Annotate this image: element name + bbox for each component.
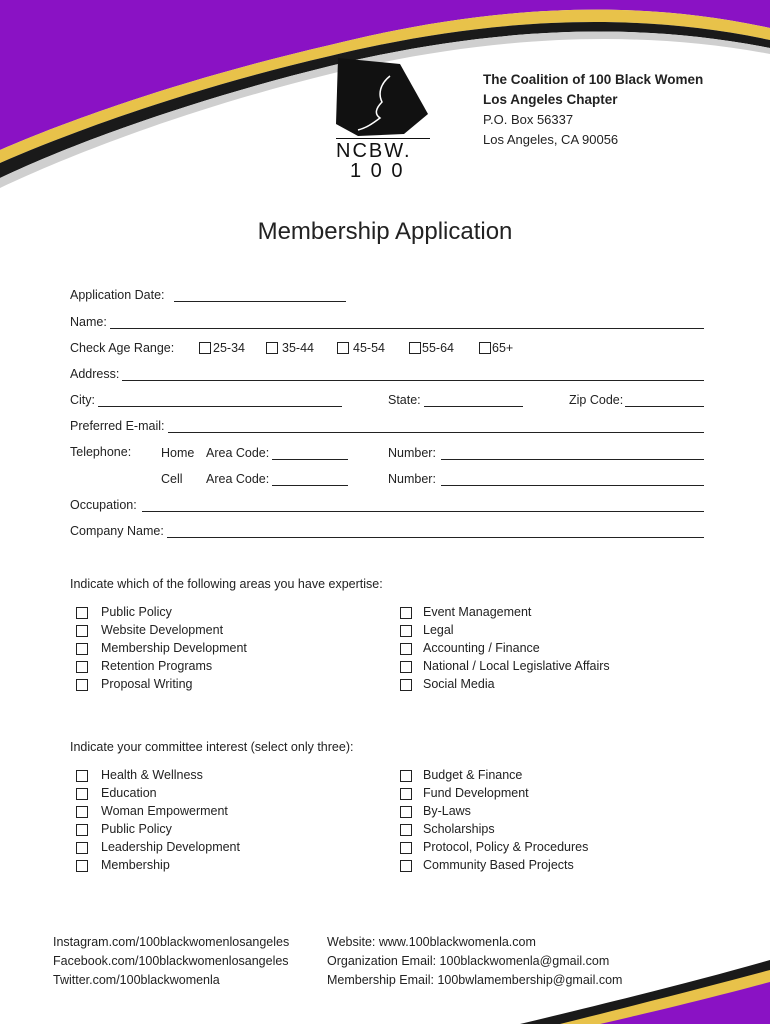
committee-item: Protocol, Policy & Procedures [423, 840, 589, 854]
zip-field[interactable] [625, 406, 704, 407]
cell-area-code-field[interactable] [272, 485, 348, 486]
expertise-item: Retention Programs [101, 659, 213, 673]
organization-email[interactable]: Organization Email: 100blackwomenla@gmail.com [327, 954, 610, 968]
occupation-label: Occupation: [70, 498, 137, 512]
committee-checkbox[interactable] [400, 842, 412, 854]
membership-email[interactable]: Membership Email: 100bwlamembership@gmail.com [327, 973, 623, 987]
committee-item: Health & Wellness [101, 768, 203, 782]
city-line: Los Angeles, CA 90056 [483, 132, 619, 147]
age-range-label: Check Age Range: [70, 341, 175, 355]
home-area-code-label: Area Code: [206, 446, 270, 460]
expertise-checkbox[interactable] [400, 625, 412, 637]
expertise-item: Membership Development [101, 641, 247, 655]
name-field[interactable] [110, 328, 704, 329]
age-checkbox-25-34[interactable] [199, 342, 211, 354]
org-address-block [483, 70, 703, 150]
expertise-item: National / Local Legislative Affairs [423, 659, 610, 673]
expertise-checkbox[interactable] [400, 643, 412, 655]
expertise-item: Proposal Writing [101, 677, 193, 691]
state-label: State: [388, 393, 421, 407]
expertise-checkbox[interactable] [76, 607, 88, 619]
email-label: Preferred E-mail: [70, 419, 165, 433]
age-checkbox-35-44[interactable] [266, 342, 278, 354]
committee-item: Education [101, 786, 157, 800]
committee-checkbox[interactable] [76, 842, 88, 854]
committee-checkbox[interactable] [76, 824, 88, 836]
po-box: P.O. Box 56337 [483, 112, 574, 127]
expertise-item: Website Development [101, 623, 224, 637]
city-field[interactable] [98, 406, 342, 407]
expertise-prompt: Indicate which of the following areas you have expertise: [70, 577, 383, 591]
expertise-checkbox[interactable] [76, 679, 88, 691]
committee-item: Fund Development [423, 786, 529, 800]
committee-checkbox[interactable] [400, 824, 412, 836]
expertise-checkbox[interactable] [76, 661, 88, 673]
committee-item: Scholarships [423, 822, 495, 836]
website-link[interactable]: Website: www.100blackwomenla.com [327, 935, 536, 949]
committee-checkbox[interactable] [76, 788, 88, 800]
logo-text-top: NCBW. [336, 140, 412, 162]
age-checkbox-55-64[interactable] [409, 342, 421, 354]
expertise-checkbox[interactable] [400, 607, 412, 619]
application-date-field[interactable] [174, 301, 346, 302]
committee-item: Budget & Finance [423, 768, 523, 782]
committee-checkbox[interactable] [400, 788, 412, 800]
age-option-label: 45-54 [353, 341, 385, 355]
committee-prompt: Indicate your committee interest (select only three): [70, 740, 354, 754]
age-option-label: 65+ [492, 341, 514, 355]
logo-text-bottom: 1 0 0 [350, 160, 405, 182]
committee-item: Leadership Development [101, 840, 240, 854]
home-number-field[interactable] [441, 459, 704, 460]
footer-social-links [53, 933, 289, 990]
chapter-name: Los Angeles Chapter [483, 92, 618, 107]
instagram-link[interactable]: Instagram.com/100blackwomenlosangeles [53, 935, 290, 949]
logo-profile-icon [328, 54, 434, 144]
committee-checkbox[interactable] [76, 860, 88, 872]
expertise-checkbox[interactable] [400, 679, 412, 691]
address-field[interactable] [122, 380, 704, 381]
name-label: Name: [70, 315, 107, 329]
committee-checkbox[interactable] [400, 770, 412, 782]
committee-checkbox[interactable] [76, 806, 88, 818]
home-number-label: Number: [388, 446, 436, 460]
home-label: Home [161, 446, 195, 460]
expertise-checkbox[interactable] [400, 661, 412, 673]
state-field[interactable] [424, 406, 523, 407]
age-checkbox-65-plus[interactable] [479, 342, 491, 354]
committee-item: Public Policy [101, 822, 172, 836]
committee-item: Community Based Projects [423, 858, 574, 872]
age-checkbox-45-54[interactable] [337, 342, 349, 354]
company-label: Company Name: [70, 524, 164, 538]
cell-number-label: Number: [388, 472, 436, 486]
expertise-item: Public Policy [101, 605, 172, 619]
company-field[interactable] [167, 537, 704, 538]
committee-item: Woman Empowerment [101, 804, 228, 818]
cell-number-field[interactable] [441, 485, 704, 486]
expertise-checkbox[interactable] [76, 625, 88, 637]
committee-checkbox[interactable] [400, 806, 412, 818]
age-option-label: 35-44 [282, 341, 314, 355]
occupation-field[interactable] [142, 511, 704, 512]
expertise-item: Event Management [423, 605, 532, 619]
org-name: The Coalition of 100 Black Women [483, 72, 704, 87]
application-date-label: Application Date: [70, 288, 165, 302]
footer-contact [327, 933, 622, 990]
committee-checkbox[interactable] [76, 770, 88, 782]
facebook-link[interactable]: Facebook.com/100blackwomenlosangeles [53, 954, 289, 968]
address-label: Address: [70, 367, 120, 381]
ncbw-logo [328, 54, 434, 184]
cell-area-code-label: Area Code: [206, 472, 270, 486]
expertise-item: Accounting / Finance [423, 641, 540, 655]
age-option-label: 55-64 [422, 341, 454, 355]
expertise-item: Social Media [423, 677, 495, 691]
home-area-code-field[interactable] [272, 459, 348, 460]
cell-label: Cell [161, 472, 183, 486]
committee-item: Membership [101, 858, 170, 872]
page-title: Membership Application [257, 218, 513, 245]
expertise-item: Legal [423, 623, 454, 637]
email-field[interactable] [168, 432, 704, 433]
expertise-checkbox[interactable] [76, 643, 88, 655]
telephone-label: Telephone: [70, 445, 132, 459]
age-option-label: 25-34 [213, 341, 245, 355]
twitter-link[interactable]: Twitter.com/100blackwomenla [53, 973, 220, 987]
committee-checkbox[interactable] [400, 860, 412, 872]
committee-item: By-Laws [423, 804, 471, 818]
city-label: City: [70, 393, 95, 407]
zip-label: Zip Code: [569, 393, 624, 407]
